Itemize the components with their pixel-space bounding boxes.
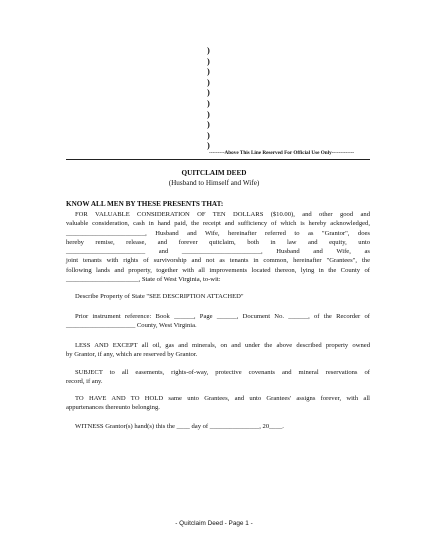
paragraph-line: FOR VALUABLE CONSIDERATION OF TEN DOLLARS ($10.00), and other good and <box>75 211 370 218</box>
paragraph-line: joint tenants with rights of survivorship and not as tenants in common, hereinafter "Grantees", the <box>66 257 370 265</box>
paragraph-line: record, if any. <box>66 378 103 386</box>
paren: ) <box>207 129 210 140</box>
paragraph-line: Describe Property of State "SEE DESCRIPTION ATTACHED" <box>75 293 244 300</box>
paren: ) <box>207 119 210 130</box>
paragraph-line: by Grantor, if any, which are reserved by Grantor. <box>66 351 198 359</box>
habendum-paragraph <box>66 394 370 413</box>
paren: ) <box>207 87 210 98</box>
paragraph-line: TO HAVE AND TO HOLD same unto Grantees, and unto Grantees' assigns forever, with all <box>75 395 370 402</box>
paren: ) <box>207 108 210 119</box>
paragraph-line: appurtenances thereunto belonging. <box>66 404 160 412</box>
witness-paragraph <box>66 422 370 431</box>
paragraph-line: SUBJECT to all easements, rights-of-way, protective covenants and mineral reservations of <box>75 369 370 376</box>
prior-instrument-paragraph <box>66 312 370 331</box>
less-except-paragraph <box>66 341 370 360</box>
paren: ) <box>207 66 210 77</box>
paragraph-line: _____________________ County, West Virginia. <box>66 322 197 330</box>
divider-rule <box>66 159 370 160</box>
paragraph-line: ________________________, Husband and Wife, hereinafter referred to as "Grantor", does <box>66 229 370 237</box>
official-use-notice: ---------Above This Line Reserved For Official Use Only------------- <box>209 150 355 156</box>
paren: ) <box>207 97 210 108</box>
know-all-heading: KNOW ALL MEN BY THESE PRESENTS THAT: <box>66 200 224 208</box>
paren: ) <box>207 45 210 55</box>
document-subtitle: (Husband to Himself and Wife) <box>168 179 260 187</box>
paren: ) <box>207 55 210 66</box>
document-title: QUITCLAIM DEED <box>181 169 247 177</box>
describe-property-paragraph <box>66 292 370 301</box>
paragraph-line: LESS AND EXCEPT all oil, gas and minerals, on and under the above described property owned <box>75 342 370 349</box>
recording-area-parens <box>207 45 210 151</box>
paragraph-line: ______________________, State of West Virginia, to-wit: <box>66 276 221 284</box>
paren: ) <box>207 76 210 87</box>
paragraph-line: ________________________ and ________________________, Husband and Wife, as <box>66 248 370 256</box>
paren: ) <box>207 140 210 151</box>
paragraph-line: Prior instrument reference: Book ______, Page ______, Document No. ______, of the Recorder of <box>75 313 370 320</box>
paragraph-line: following lands and property, together with all improvements located thereon, lying in the County of <box>66 266 370 274</box>
paragraph-line: valuable consideration, cash in hand paid, the receipt and sufficiency of which is hereby acknowledged, <box>66 220 370 228</box>
consideration-paragraph <box>66 210 370 284</box>
paragraph-line: hereby remise, release, and forever quitclaim, both in law and equity, unto <box>66 238 370 246</box>
paragraph-line: WITNESS Grantor(s) hand(s) this the ____ day of _______________, 20____. <box>75 423 284 430</box>
page-footer: - Quitclaim Deed - Page 1 - <box>175 520 253 527</box>
subject-to-paragraph <box>66 368 370 387</box>
